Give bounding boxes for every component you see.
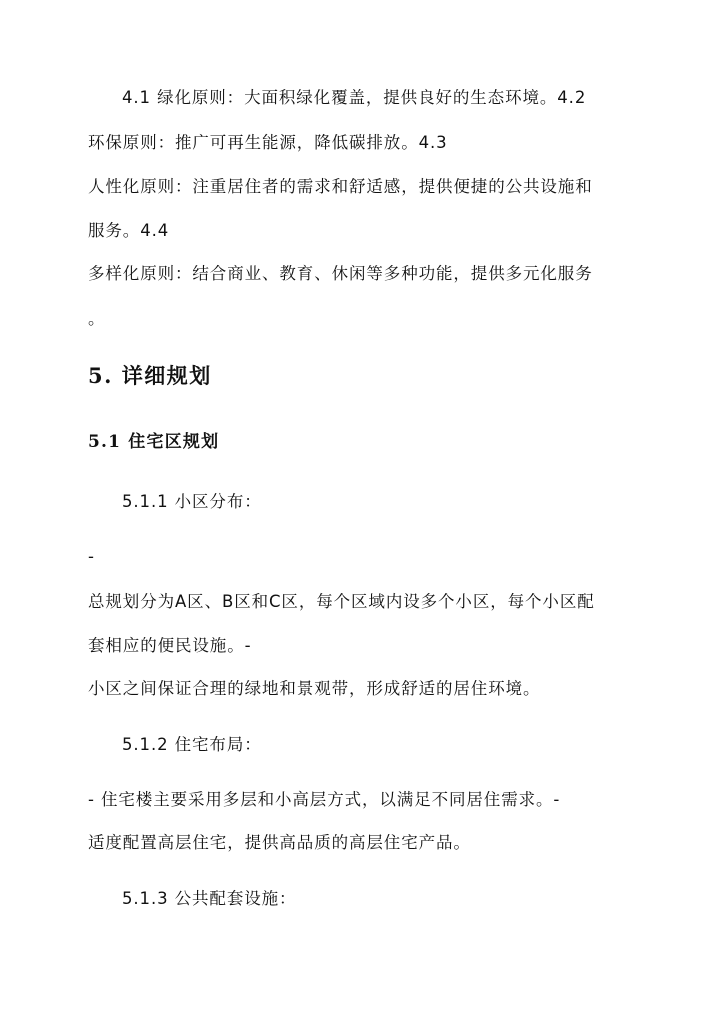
dash-marker: - <box>88 547 95 566</box>
paragraph-line: - 住宅楼主要采用多层和小高层方式，以满足不同居住需求。- <box>88 790 561 809</box>
paragraph-line: 4.1 绿化原则：大面积绿化覆盖，提供良好的生态环境。4.2 <box>122 88 587 107</box>
paragraph-line: 服务。4.4 <box>88 221 170 240</box>
paragraph-line: 人性化原则：注重居住者的需求和舒适感，提供便捷的公共设施和 <box>88 177 593 196</box>
subsection-heading: 5.1 住宅区规划 <box>88 432 220 452</box>
paragraph-line: 套相应的便民设施。- <box>88 636 252 655</box>
item-title: 5.1.1 小区分布： <box>122 492 262 511</box>
item-title: 5.1.3 公共配套设施： <box>122 889 297 908</box>
paragraph-line: 适度配置高层住宅，提供高品质的高层住宅产品。 <box>88 833 471 852</box>
paragraph-line: 总规划分为A区、B区和C区，每个区域内设多个小区，每个小区配 <box>88 592 595 611</box>
item-title: 5.1.2 住宅布局： <box>122 735 262 754</box>
paragraph-line: 小区之间保证合理的绿地和景观带，形成舒适的居住环境。 <box>88 679 541 698</box>
section-heading: 5. 详细规划 <box>88 363 212 388</box>
paragraph-line: 。 <box>88 309 106 328</box>
paragraph-line: 环保原则：推广可再生能源，降低碳排放。4.3 <box>88 133 448 152</box>
paragraph-line: 多样化原则：结合商业、教育、休闲等多种功能，提供多元化服务 <box>88 264 593 283</box>
